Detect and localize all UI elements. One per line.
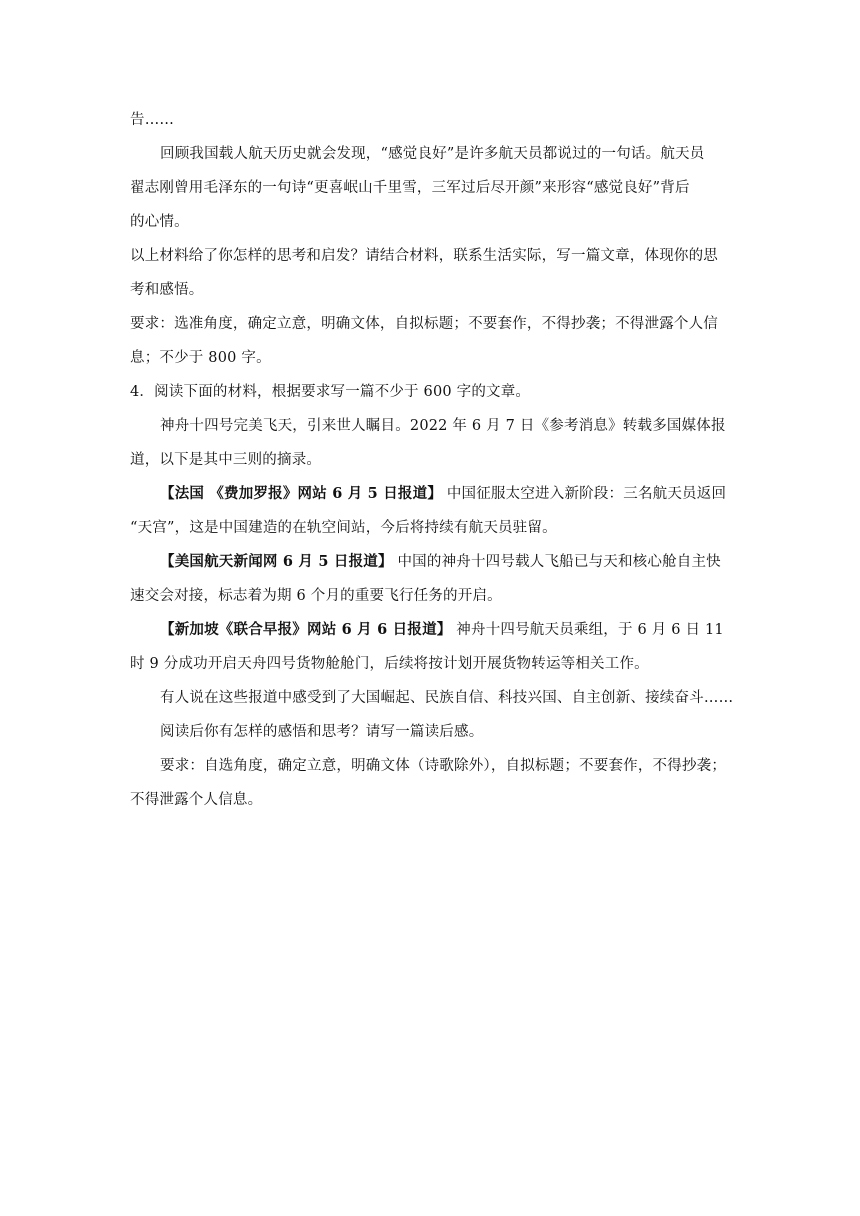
text-line-2: 回顾我国载人航天历史就会发现，“感觉良好”是许多航天员都说过的一句话。航天员: [160, 146, 705, 162]
text-line-11: 道，以下是其中三则的摘录。: [130, 452, 322, 468]
requirements-line-1: 要求：选准角度，确定立意，明确文体，自拟标题；不要套作，不得抄袭；不得泄露个人信: [130, 316, 718, 332]
text-line-17: 时 9 分成功开启天舟四号货物舱舱门，后续将按计划开展货物转运等相关工作。: [130, 656, 649, 672]
question-4-heading: 4．阅读下面的材料，根据要求写一篇不少于 600 字的文章。: [130, 384, 531, 400]
text-line-13: “天宫”，这是中国建造的在轨空间站，今后将持续有航天员驻留。: [130, 520, 557, 536]
report-text-singapore: 神舟十四号航天员乘组，于 6 月 6 日 11: [451, 622, 724, 638]
report-source-france: 【法国 《费加罗报》网站 6 月 5 日报道】: [160, 485, 443, 502]
text-line-15: 速交会对接，标志着为期 6 个月的重要飞行任务的开启。: [130, 588, 502, 604]
report-usa: [130, 545, 730, 579]
requirements-4-line-1: 要求：自选角度，确定立意，明确文体（诗歌除外），自拟标题；不要套作，不得抄袭；: [160, 758, 727, 774]
document-body: [130, 103, 734, 817]
text-line-5: 以上材料给了你怎样的思考和启发？请结合材料，联系生活实际，写一篇文章，体现你的思: [130, 248, 718, 264]
report-text-usa: 中国的神舟十四号载人飞船已与天和核心舱自主快: [392, 554, 721, 570]
report-source-usa: 【美国航天新闻网 6 月 5 日报道】: [160, 553, 393, 570]
report-france: [130, 477, 730, 511]
report-source-singapore: 【新加坡《联合早报》网站 6 月 6 日报道】: [160, 621, 452, 638]
requirements-4-line-2: 不得泄露个人信息。: [130, 792, 263, 808]
requirements-line-2: 息；不少于 800 字。: [130, 350, 271, 366]
text-line-10: 神舟十四号完美飞天，引来世人瞩目。2022 年 6 月 7 日《参考消息》转载多国媒体报: [160, 418, 726, 434]
text-line-18: 有人说在这些报道中感受到了大国崛起、民族自信、科技兴国、自主创新、接续奋斗……: [160, 690, 734, 706]
text-line-4: 的心情。: [130, 214, 189, 230]
text-line-3: 翟志刚曾用毛泽东的一句诗“更喜岷山千里雪，三军过后尽开颜”来形容“感觉良好”背后: [130, 180, 690, 196]
text-line-1: 告……: [130, 112, 175, 128]
report-text-france: 中国征服太空进入新阶段：三名航天员返回: [442, 486, 727, 502]
report-singapore: [130, 613, 730, 647]
text-line-19: 阅读后你有怎样的感悟和思考？请写一篇读后感。: [160, 724, 484, 740]
text-line-6: 考和感悟。: [130, 282, 204, 298]
